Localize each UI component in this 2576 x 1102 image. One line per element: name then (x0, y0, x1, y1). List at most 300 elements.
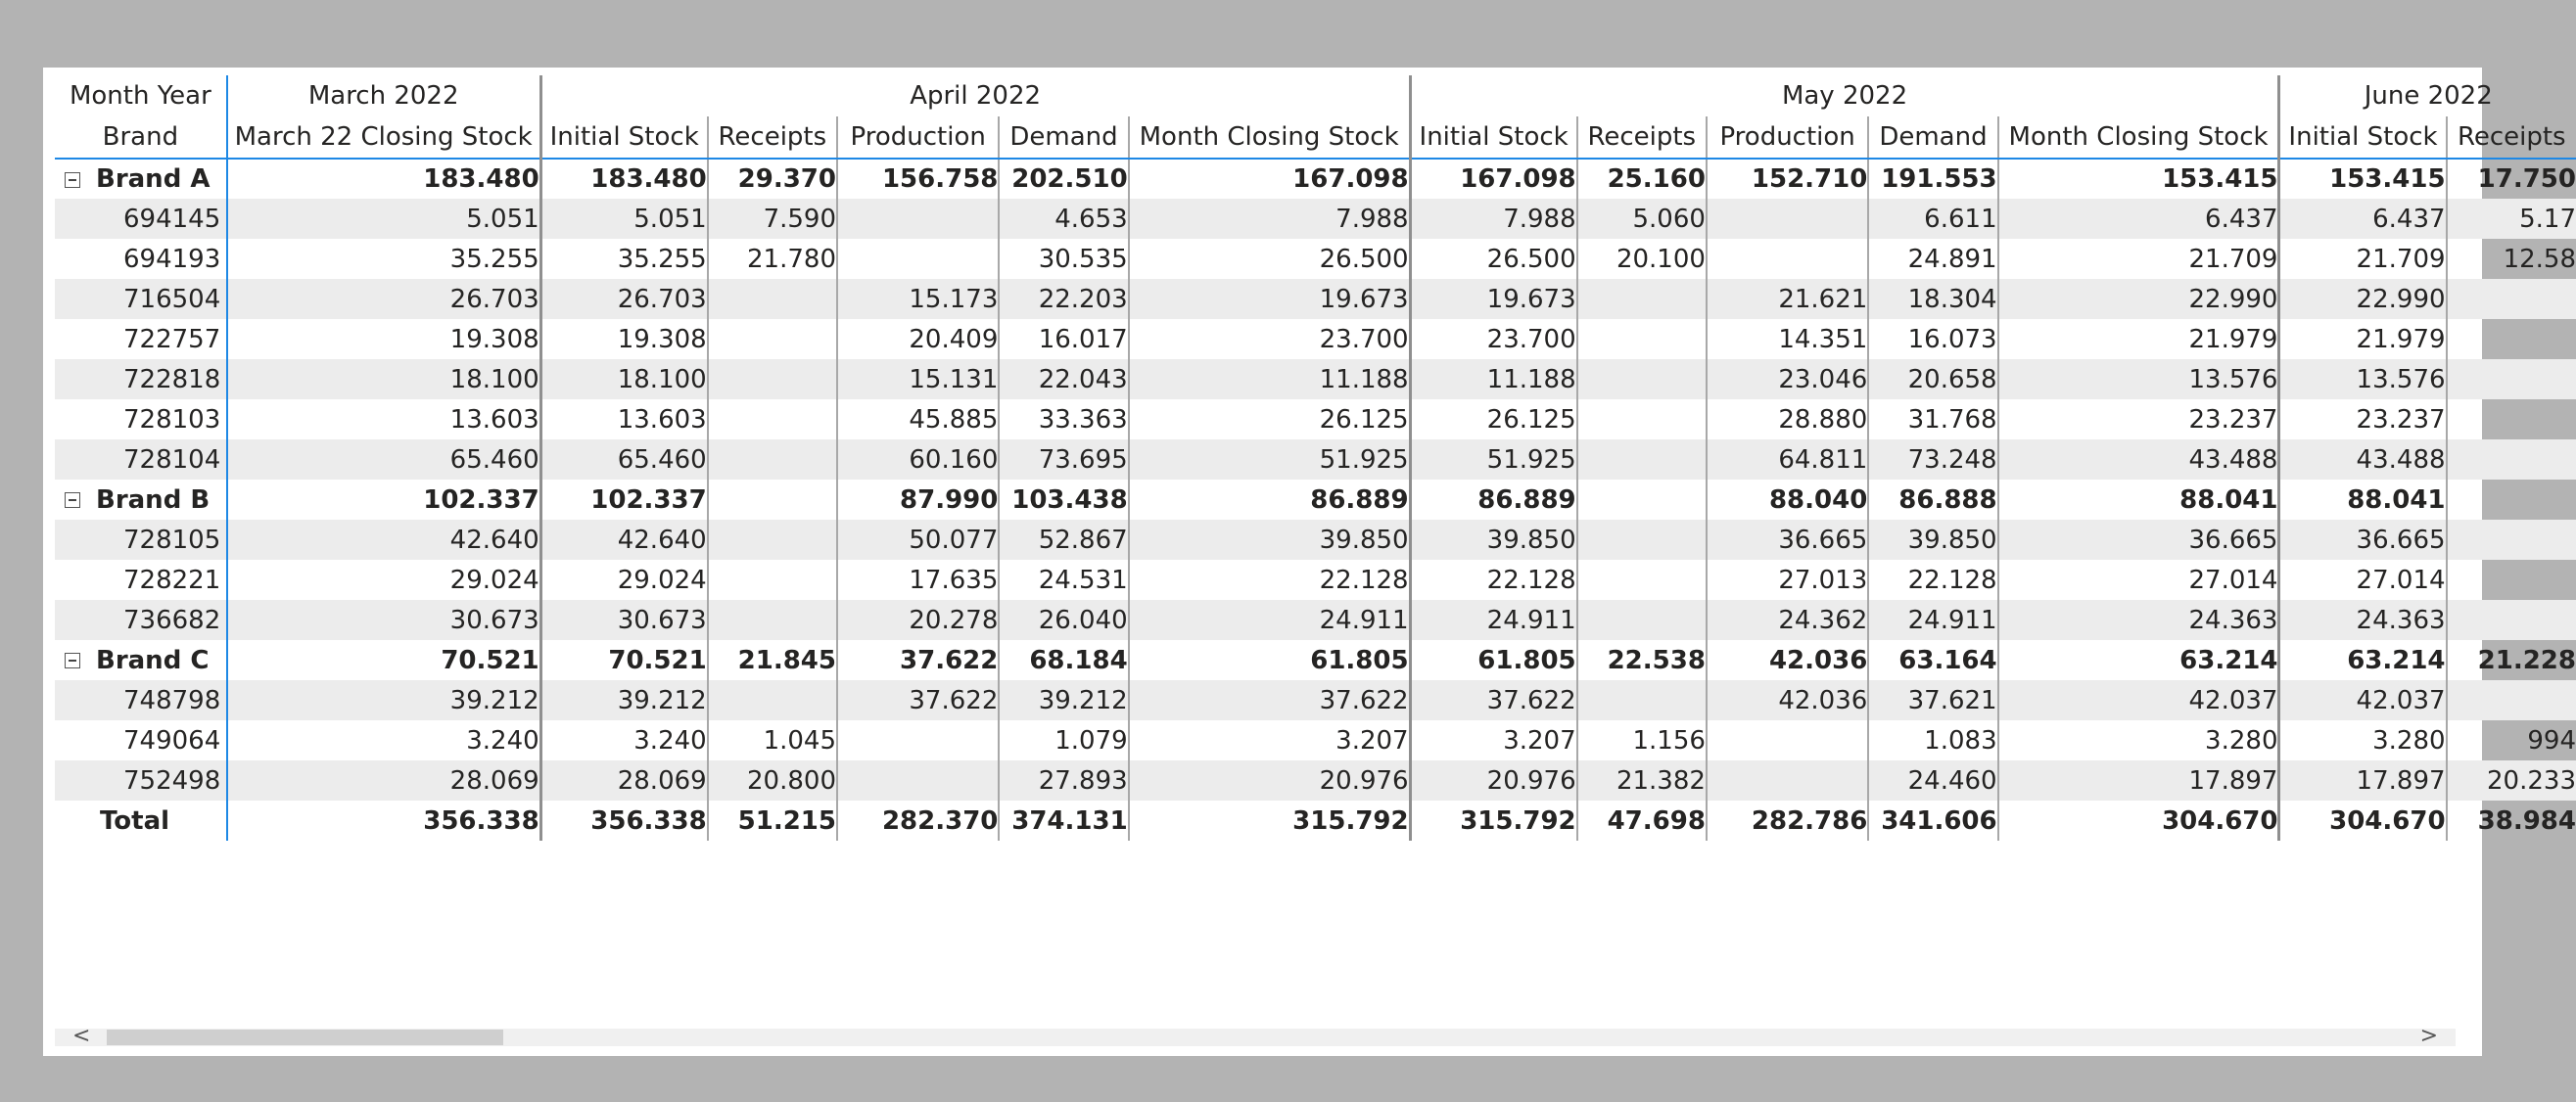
value-cell: 21.979 (2279, 319, 2447, 359)
collapse-icon[interactable] (65, 172, 80, 188)
row-header-month-year: Month Year (55, 75, 227, 116)
value-cell: 1.079 (999, 720, 1128, 760)
row-label-cell (55, 359, 227, 399)
value-cell: 11.188 (1410, 359, 1577, 399)
value-cell (837, 720, 999, 760)
item-label: 694145 (123, 204, 221, 234)
value-cell: 22.203 (999, 279, 1128, 319)
value-cell: 5.051 (227, 199, 540, 239)
value-cell: 6.611 (1868, 199, 1997, 239)
item-label: 748798 (123, 685, 221, 715)
value-cell: 202.510 (999, 159, 1128, 199)
value-cell: 27.014 (1998, 560, 2279, 600)
value-cell: 26.703 (227, 279, 540, 319)
measure-header[interactable]: Demand (999, 116, 1128, 159)
value-cell: 356.338 (540, 801, 708, 841)
measure-header[interactable]: Initial Stock (540, 116, 708, 159)
value-cell: 86.889 (1410, 480, 1577, 520)
value-cell (1707, 239, 1868, 279)
value-cell: 28.069 (227, 760, 540, 801)
value-cell: 3.280 (1998, 720, 2279, 760)
value-cell: 50.077 (837, 520, 999, 560)
item-label: 694193 (123, 244, 221, 274)
value-cell (708, 680, 837, 720)
row-label-cell (55, 801, 227, 841)
value-cell: 994 (2447, 720, 2576, 760)
value-cell: 21.780 (708, 239, 837, 279)
value-cell (708, 600, 837, 640)
value-cell: 24.363 (1998, 600, 2279, 640)
value-cell: 22.538 (1577, 640, 1707, 680)
value-cell (1577, 319, 1707, 359)
measure-header[interactable]: Receipts (1577, 116, 1707, 159)
value-cell: 65.460 (540, 439, 708, 480)
item-label: 752498 (123, 765, 221, 796)
value-cell (2447, 680, 2576, 720)
value-cell: 39.850 (1868, 520, 1997, 560)
value-cell: 15.131 (837, 359, 999, 399)
value-cell (1707, 760, 1868, 801)
row-label-cell (55, 399, 227, 439)
measure-header[interactable]: Receipts (2447, 116, 2576, 159)
value-cell: 28.069 (540, 760, 708, 801)
value-cell: 17.897 (1998, 760, 2279, 801)
value-cell: 21.621 (1707, 279, 1868, 319)
row-label-cell[interactable] (55, 159, 227, 199)
value-cell (1577, 480, 1707, 520)
value-cell: 4.653 (999, 199, 1128, 239)
value-cell: 42.037 (1998, 680, 2279, 720)
value-cell: 15.173 (837, 279, 999, 319)
value-cell: 20.233 (2447, 760, 2576, 801)
value-cell: 20.278 (837, 600, 999, 640)
value-cell: 37.622 (837, 640, 999, 680)
brand-row (55, 640, 2576, 680)
row-label-cell (55, 760, 227, 801)
month-header: March 2022 (307, 81, 459, 111)
value-cell: 24.363 (2279, 600, 2447, 640)
value-cell: 191.553 (1868, 159, 1997, 199)
value-cell: 21.845 (708, 640, 837, 680)
value-cell: 19.673 (1410, 279, 1577, 319)
value-cell: 27.014 (2279, 560, 2447, 600)
row-label-cell (55, 239, 227, 279)
value-cell (708, 319, 837, 359)
value-cell: 22.128 (1410, 560, 1577, 600)
item-label: 716504 (123, 284, 221, 314)
value-cell: 23.237 (2279, 399, 2447, 439)
value-cell: 61.805 (1129, 640, 1410, 680)
value-cell: 17.897 (2279, 760, 2447, 801)
value-cell: 1.156 (1577, 720, 1707, 760)
value-cell: 167.098 (1129, 159, 1410, 199)
value-cell: 38.984 (2447, 801, 2576, 841)
value-cell: 153.415 (2279, 159, 2447, 199)
value-cell: 29.024 (540, 560, 708, 600)
value-cell: 23.237 (1998, 399, 2279, 439)
value-cell: 156.758 (837, 159, 999, 199)
value-cell: 31.768 (1868, 399, 1997, 439)
value-cell: 23.700 (1410, 319, 1577, 359)
value-cell (2447, 600, 2576, 640)
row-header-brand: Brand (55, 116, 227, 159)
value-cell: 102.337 (540, 480, 708, 520)
value-cell: 341.606 (1868, 801, 1997, 841)
value-cell (1577, 600, 1707, 640)
value-cell: 7.988 (1129, 199, 1410, 239)
brand-label: Brand B (96, 484, 211, 515)
value-cell: 24.362 (1707, 600, 1868, 640)
value-cell (2447, 359, 2576, 399)
value-cell: 14.351 (1707, 319, 1868, 359)
horizontal-scrollbar[interactable] (55, 1024, 2456, 1048)
value-cell: 24.891 (1868, 239, 1997, 279)
value-cell: 39.212 (227, 680, 540, 720)
item-label: 728104 (123, 444, 221, 475)
value-cell: 68.184 (999, 640, 1128, 680)
value-cell: 63.164 (1868, 640, 1997, 680)
value-cell: 11.188 (1129, 359, 1410, 399)
item-label: 722818 (123, 364, 221, 394)
value-cell: 73.248 (1868, 439, 1997, 480)
value-cell: 7.590 (708, 199, 837, 239)
value-cell: 13.603 (540, 399, 708, 439)
value-cell: 22.128 (1868, 560, 1997, 600)
value-cell: 26.703 (540, 279, 708, 319)
value-cell: 37.622 (1410, 680, 1577, 720)
value-cell: 42.640 (227, 520, 540, 560)
value-cell: 24.531 (999, 560, 1128, 600)
measure-header[interactable]: Month Closing Stock (1998, 116, 2279, 159)
scroll-left-icon[interactable]: < (72, 1024, 91, 1048)
value-cell: 39.212 (540, 680, 708, 720)
value-cell: 5.17 (2447, 199, 2576, 239)
month-header: April 2022 (540, 75, 1410, 116)
value-cell (837, 239, 999, 279)
value-cell: 17.635 (837, 560, 999, 600)
value-cell: 19.308 (449, 324, 539, 354)
value-cell: 24.911 (1868, 600, 1997, 640)
brand-row (55, 159, 2576, 199)
table-row (55, 199, 2576, 239)
value-cell (2447, 439, 2576, 480)
value-cell: 30.673 (227, 600, 540, 640)
month-header: May 2022 (1410, 75, 2279, 116)
table-row (55, 520, 2576, 560)
value-cell (2447, 399, 2576, 439)
value-cell: 73.695 (999, 439, 1128, 480)
brand-row (55, 480, 2576, 520)
value-cell: 88.040 (1707, 480, 1868, 520)
value-cell: 52.867 (999, 520, 1128, 560)
value-cell (708, 279, 837, 319)
item-label: 736682 (123, 605, 221, 635)
table-row (55, 720, 2576, 760)
table-row (55, 680, 2576, 720)
value-cell: 21.228 (2447, 640, 2576, 680)
value-cell: 30.535 (999, 239, 1128, 279)
value-cell: 21.709 (1998, 239, 2279, 279)
value-cell: 24.911 (1129, 600, 1410, 640)
value-cell: 22.990 (1998, 279, 2279, 319)
value-cell: 167.098 (1410, 159, 1577, 199)
scroll-thumb[interactable] (107, 1030, 503, 1045)
value-cell: 28.880 (1707, 399, 1868, 439)
value-cell: 86.889 (1129, 480, 1410, 520)
collapse-icon[interactable] (65, 653, 80, 668)
value-cell (708, 399, 837, 439)
value-cell: 47.698 (1577, 801, 1707, 841)
value-cell: 43.488 (1998, 439, 2279, 480)
value-cell: 88.041 (1998, 480, 2279, 520)
row-label-cell (55, 560, 227, 600)
value-cell: 17.750 (2447, 159, 2576, 199)
value-cell: 103.438 (999, 480, 1128, 520)
value-cell: 20.976 (1129, 760, 1410, 801)
value-cell: 374.131 (999, 801, 1128, 841)
value-cell: 42.640 (540, 520, 708, 560)
value-cell (1707, 199, 1868, 239)
value-cell: 315.792 (1129, 801, 1410, 841)
value-cell: 304.670 (2279, 801, 2447, 841)
value-cell (837, 199, 999, 239)
value-cell: 1.083 (1868, 720, 1997, 760)
value-cell: 1.045 (708, 720, 837, 760)
value-cell: 26.125 (1410, 399, 1577, 439)
value-cell: 51.925 (1129, 439, 1410, 480)
value-cell: 20.100 (1577, 239, 1707, 279)
collapse-icon[interactable] (65, 492, 80, 508)
value-cell: 22.990 (2279, 279, 2447, 319)
value-cell: 35.255 (540, 239, 708, 279)
value-cell: 64.811 (1707, 439, 1868, 480)
table-row (55, 439, 2576, 480)
value-cell: 27.013 (1707, 560, 1868, 600)
value-cell: 51.215 (708, 801, 837, 841)
measure-header[interactable]: Production (837, 116, 999, 159)
value-cell: 42.036 (1707, 680, 1868, 720)
value-cell (708, 359, 837, 399)
value-cell (1577, 560, 1707, 600)
measure-header[interactable]: Initial Stock (2279, 116, 2447, 159)
value-cell: 16.073 (1868, 319, 1997, 359)
table-row (55, 359, 2576, 399)
matrix-visual (43, 68, 2576, 1056)
value-cell (1577, 520, 1707, 560)
value-cell: 65.460 (227, 439, 540, 480)
measure-header[interactable]: Initial Stock (1410, 116, 1577, 159)
table-row (55, 239, 2576, 279)
value-cell: 102.337 (423, 484, 539, 515)
value-cell: 26.500 (1410, 239, 1577, 279)
column-header-measures (55, 116, 2576, 159)
value-cell (2447, 520, 2576, 560)
measure-header[interactable]: Month Closing Stock (1129, 116, 1410, 159)
value-cell: 25.160 (1577, 159, 1707, 199)
row-label-cell[interactable] (55, 480, 227, 520)
value-cell (2447, 279, 2576, 319)
value-cell: 29.024 (449, 565, 539, 595)
value-cell: 183.480 (540, 159, 708, 199)
value-cell: 13.576 (1998, 359, 2279, 399)
value-cell: 3.240 (540, 720, 708, 760)
value-cell: 7.988 (1410, 199, 1577, 239)
value-cell (837, 760, 999, 801)
value-cell: 51.925 (1410, 439, 1577, 480)
value-cell (1577, 279, 1707, 319)
value-cell (1577, 359, 1707, 399)
value-cell: 5.060 (1577, 199, 1707, 239)
value-cell (1707, 720, 1868, 760)
value-cell: 39.850 (1410, 520, 1577, 560)
total-label: Total (100, 805, 170, 836)
item-label: 728103 (123, 404, 221, 435)
value-cell: 63.214 (1998, 640, 2279, 680)
value-cell: 24.911 (1410, 600, 1577, 640)
value-cell: 3.240 (466, 725, 539, 756)
column-header-months (55, 75, 2576, 116)
value-cell: 36.665 (1998, 520, 2279, 560)
value-cell: 39.212 (999, 680, 1128, 720)
item-label: 728221 (123, 565, 221, 595)
value-cell (1577, 439, 1707, 480)
value-cell: 20.976 (1410, 760, 1577, 801)
value-cell: 13.576 (2279, 359, 2447, 399)
item-label: 728105 (123, 525, 221, 555)
value-cell (1577, 399, 1707, 439)
value-cell (708, 439, 837, 480)
value-cell (2447, 560, 2576, 600)
value-cell: 12.58 (2447, 239, 2576, 279)
value-cell: 33.363 (999, 399, 1128, 439)
value-cell: 42.036 (1707, 640, 1868, 680)
value-cell: 26.040 (999, 600, 1128, 640)
value-cell (1577, 680, 1707, 720)
table-row (55, 319, 2576, 359)
measure-header[interactable]: March 22 Closing Stock (227, 116, 540, 159)
brand-label: Brand A (96, 164, 211, 194)
brand-label: Brand C (96, 645, 210, 675)
row-label-cell (55, 199, 227, 239)
value-cell: 19.673 (1129, 279, 1410, 319)
item-label: 749064 (123, 725, 221, 756)
value-cell: 183.480 (423, 164, 539, 194)
value-cell: 86.888 (1868, 480, 1997, 520)
value-cell: 19.308 (540, 319, 708, 359)
value-cell: 18.100 (540, 359, 708, 399)
value-cell: 61.805 (1410, 640, 1577, 680)
measure-header[interactable]: Demand (1868, 116, 1997, 159)
value-cell: 27.893 (999, 760, 1128, 801)
value-cell: 282.786 (1707, 801, 1868, 841)
value-cell: 37.621 (1868, 680, 1997, 720)
value-cell: 22.043 (999, 359, 1128, 399)
value-cell: 43.488 (2279, 439, 2447, 480)
value-cell: 30.673 (540, 600, 708, 640)
value-cell: 22.128 (1129, 560, 1410, 600)
value-cell: 21.709 (2279, 239, 2447, 279)
value-cell: 63.214 (2279, 640, 2447, 680)
value-cell: 315.792 (1410, 801, 1577, 841)
value-cell: 20.800 (708, 760, 837, 801)
matrix-table (55, 75, 2576, 841)
value-cell: 5.051 (540, 199, 708, 239)
value-cell: 3.207 (1410, 720, 1577, 760)
table-row (55, 600, 2576, 640)
value-cell: 24.460 (1868, 760, 1997, 801)
value-cell: 18.100 (227, 359, 540, 399)
value-cell: 3.280 (2279, 720, 2447, 760)
value-cell: 20.409 (837, 319, 999, 359)
table-row (55, 279, 2576, 319)
value-cell: 16.017 (999, 319, 1128, 359)
measure-header[interactable]: Receipts (708, 116, 837, 159)
value-cell: 21.382 (1577, 760, 1707, 801)
value-cell: 70.521 (540, 640, 708, 680)
table-row (55, 760, 2576, 801)
value-cell: 45.885 (837, 399, 999, 439)
row-label-cell[interactable] (55, 640, 227, 680)
value-cell: 153.415 (1998, 159, 2279, 199)
value-cell: 42.037 (2279, 680, 2447, 720)
value-cell: 304.670 (1998, 801, 2279, 841)
value-cell: 6.437 (2279, 199, 2447, 239)
value-cell: 23.700 (1129, 319, 1410, 359)
scroll-right-icon[interactable]: > (2419, 1024, 2438, 1048)
measure-header[interactable]: Production (1707, 116, 1868, 159)
value-cell: 88.041 (2279, 480, 2447, 520)
row-label-cell (55, 319, 227, 359)
value-cell (708, 560, 837, 600)
value-cell: 21.979 (1998, 319, 2279, 359)
value-cell: 37.622 (837, 680, 999, 720)
table-row (55, 560, 2576, 600)
value-cell: 26.500 (1129, 239, 1410, 279)
value-cell: 36.665 (2279, 520, 2447, 560)
value-cell: 26.125 (1129, 399, 1410, 439)
value-cell (708, 480, 837, 520)
value-cell (2447, 319, 2576, 359)
month-header: June 2022 (2279, 75, 2576, 116)
total-row (55, 801, 2576, 841)
value-cell: 13.603 (449, 404, 539, 435)
row-label-cell (55, 279, 227, 319)
row-label-cell (55, 520, 227, 560)
value-cell: 37.622 (1129, 680, 1410, 720)
table-row (55, 399, 2576, 439)
value-cell (708, 520, 837, 560)
matrix-grid (55, 75, 2576, 927)
value-cell: 87.990 (837, 480, 999, 520)
row-label-cell (55, 720, 227, 760)
value-cell: 39.850 (1129, 520, 1410, 560)
value-cell: 70.521 (441, 645, 539, 675)
value-cell: 282.370 (837, 801, 999, 841)
value-cell: 18.304 (1868, 279, 1997, 319)
value-cell: 20.658 (1868, 359, 1997, 399)
item-label: 722757 (123, 324, 221, 354)
value-cell: 29.370 (708, 159, 837, 199)
value-cell: 60.160 (837, 439, 999, 480)
value-cell: 6.437 (1998, 199, 2279, 239)
value-cell: 356.338 (423, 805, 539, 836)
row-label-cell (55, 680, 227, 720)
row-label-cell (55, 439, 227, 480)
value-cell (2447, 480, 2576, 520)
value-cell: 23.046 (1707, 359, 1868, 399)
value-cell: 36.665 (1707, 520, 1868, 560)
value-cell: 3.207 (1129, 720, 1410, 760)
